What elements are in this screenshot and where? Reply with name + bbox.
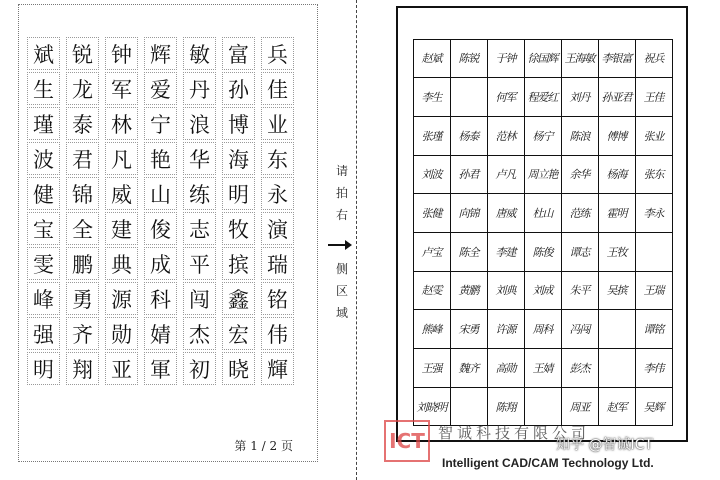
character-cell: 婧 [144,317,177,350]
character-cell: 凡 [105,142,138,175]
signature-cell: 彭杰 [561,348,599,388]
character-cell: 峰 [27,282,60,315]
signature-cell: 赵斌 [413,39,451,79]
signature-cell: 何军 [487,77,525,117]
signature-cell: 李伟 [635,348,673,388]
signature-cell: 陈俊 [524,232,562,272]
character-cell: 闯 [183,282,216,315]
character-cell: 瑞 [261,247,294,280]
signature-cell: 宋勇 [450,309,488,349]
character-cell: 博 [222,107,255,140]
signature-cell: 陈全 [450,232,488,272]
signature-cell: 许源 [487,309,525,349]
character-cell: 源 [105,282,138,315]
character-cell: 斌 [27,37,60,70]
character-cell: 钟 [105,37,138,70]
signature-cell: 陈浪 [561,116,599,156]
character-cell: 宝 [27,212,60,245]
character-cell: 浪 [183,107,216,140]
character-cell: 业 [261,107,294,140]
signature-cell: 赵军 [598,387,636,427]
empty-signature-cell [598,348,636,388]
signature-cell: 黄鹏 [450,271,488,311]
character-cell: 平 [183,247,216,280]
character-cell: 摈 [222,247,255,280]
character-cell: 勇 [66,282,99,315]
character-cell: 杰 [183,317,216,350]
signature-cell: 王佳 [635,77,673,117]
character-cell: 君 [66,142,99,175]
signature-cell: 傅博 [598,116,636,156]
character-cell: 波 [27,142,60,175]
character-grid [27,37,294,387]
character-cell: 牧 [222,212,255,245]
signature-cell: 王婧 [524,348,562,388]
signature-cell: 卢凡 [487,155,525,195]
signature-cell: 王海敏 [561,39,599,79]
signature-cell: 杨泰 [450,116,488,156]
signature-cell: 杨海 [598,155,636,195]
signature-sheet [396,6,688,442]
signature-cell: 周亚 [561,387,599,427]
company-logo: ICT [384,420,430,462]
signature-cell: 刘丹 [561,77,599,117]
character-cell: 兵 [261,37,294,70]
signature-cell: 周立艳 [524,155,562,195]
character-cell: 铭 [261,282,294,315]
character-cell: 俊 [144,212,177,245]
page-number: 第 1 / 2 页 [234,439,293,453]
arrow-right-icon [328,240,352,250]
signature-cell: 陈锐 [450,39,488,79]
signature-cell: 余华 [561,155,599,195]
signature-cell: 刘典 [487,271,525,311]
character-cell: 瑾 [27,107,60,140]
signature-cell: 谭铭 [635,309,673,349]
signature-cell: 王强 [413,348,451,388]
character-cell: 海 [222,142,255,175]
character-cell: 佳 [261,72,294,105]
character-cell: 成 [144,247,177,280]
signature-cell: 李生 [413,77,451,117]
empty-signature-cell [598,309,636,349]
character-cell: 初 [183,352,216,385]
signature-cell: 李银富 [598,39,636,79]
character-cell: 林 [105,107,138,140]
instruction-text-bottom [334,258,350,324]
character-cell: 丹 [183,72,216,105]
character-sheet [18,4,318,462]
character-cell: 军 [105,72,138,105]
signature-cell: 张东 [635,155,673,195]
character-cell: 齐 [66,317,99,350]
character-cell: 輝 [261,352,294,385]
signature-cell: 李建 [487,232,525,272]
company-name: 智诚科技有限公司 [438,424,591,442]
character-cell: 科 [144,282,177,315]
character-cell: 永 [261,177,294,210]
character-cell: 雯 [27,247,60,280]
character-cell: 翔 [66,352,99,385]
character-cell: 华 [183,142,216,175]
signature-cell: 刘成 [524,271,562,311]
signature-cell: 徐国辉 [524,39,562,79]
character-cell: 山 [144,177,177,210]
character-cell: 泰 [66,107,99,140]
character-cell: 全 [66,212,99,245]
character-cell: 典 [105,247,138,280]
instruction-char: 请 [335,164,348,178]
signature-cell: 向锦 [450,193,488,233]
signature-cell: 范林 [487,116,525,156]
character-cell: 敏 [183,37,216,70]
empty-signature-cell [635,232,673,272]
signature-cell: 朱平 [561,271,599,311]
signature-cell: 刘波 [413,155,451,195]
character-cell: 伟 [261,317,294,350]
signature-cell: 张健 [413,193,451,233]
character-cell: 鑫 [222,282,255,315]
signature-cell: 孙亚君 [598,77,636,117]
instruction-char: 侧 [335,262,348,276]
character-cell: 勋 [105,317,138,350]
signature-cell: 霍明 [598,193,636,233]
character-cell: 龙 [66,72,99,105]
character-cell: 晓 [222,352,255,385]
signature-cell: 冯闯 [561,309,599,349]
signature-cell: 杨宁 [524,116,562,156]
instruction-char: 区 [335,284,348,298]
empty-signature-cell [450,77,488,117]
character-cell: 宁 [144,107,177,140]
signature-cell: 于钟 [487,39,525,79]
signature-cell: 刘晓明 [413,387,451,427]
cut-line [356,0,357,480]
signature-cell: 吴辉 [635,387,673,427]
character-cell: 强 [27,317,60,350]
character-cell: 鹏 [66,247,99,280]
instruction-char: 右 [335,208,348,222]
watermark [384,416,720,480]
signature-cell: 张瑾 [413,116,451,156]
character-cell: 威 [105,177,138,210]
character-cell: 生 [27,72,60,105]
character-cell: 演 [261,212,294,245]
character-cell: 练 [183,177,216,210]
zhihu-watermark: 知乎 @智诚ICT [556,437,653,453]
signature-cell: 祝兵 [635,39,673,79]
character-cell: 宏 [222,317,255,350]
signature-cell: 赵雯 [413,271,451,311]
signature-grid [413,39,672,426]
character-cell: 锐 [66,37,99,70]
signature-cell: 王牧 [598,232,636,272]
character-cell: 孙 [222,72,255,105]
signature-cell: 熊峰 [413,309,451,349]
signature-cell: 陈翔 [487,387,525,427]
company-english-name: Intelligent CAD/CAM Technology Ltd. [442,456,654,470]
character-cell: 軍 [144,352,177,385]
signature-cell: 唐威 [487,193,525,233]
character-cell: 明 [222,177,255,210]
signature-cell: 张业 [635,116,673,156]
signature-cell: 吴摈 [598,271,636,311]
character-cell: 健 [27,177,60,210]
character-cell: 富 [222,37,255,70]
signature-cell: 魏齐 [450,348,488,388]
character-cell: 辉 [144,37,177,70]
instruction-char: 域 [335,306,348,320]
signature-cell: 李永 [635,193,673,233]
signature-cell: 谭志 [561,232,599,272]
signature-cell: 高勋 [487,348,525,388]
character-cell: 东 [261,142,294,175]
instruction-text-top [334,160,350,226]
signature-cell: 程爱红 [524,77,562,117]
character-cell: 志 [183,212,216,245]
signature-cell: 范练 [561,193,599,233]
signature-cell: 卢宝 [413,232,451,272]
character-cell: 明 [27,352,60,385]
character-cell: 锦 [66,177,99,210]
signature-cell: 王瑞 [635,271,673,311]
signature-cell: 周科 [524,309,562,349]
character-cell: 亚 [105,352,138,385]
instruction-char: 拍 [335,186,348,200]
signature-cell: 孙君 [450,155,488,195]
character-cell: 建 [105,212,138,245]
character-cell: 爱 [144,72,177,105]
signature-cell: 杜山 [524,193,562,233]
character-cell: 艳 [144,142,177,175]
